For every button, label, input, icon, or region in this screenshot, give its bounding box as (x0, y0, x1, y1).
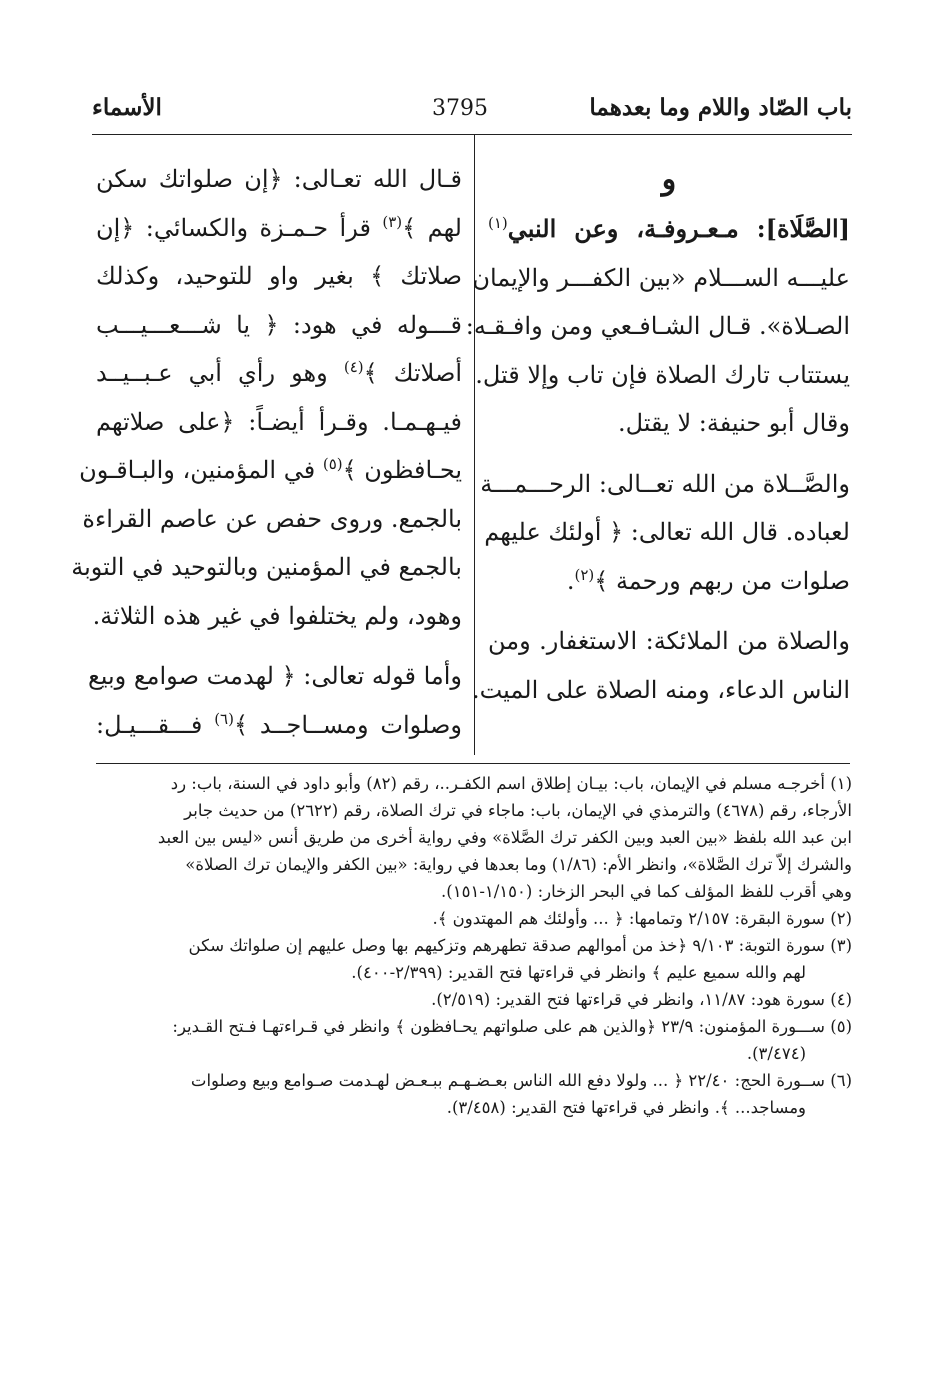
text-line: لعباده. قال الله تعالى: ﴿ أولئك عليهم (484, 518, 850, 546)
footnote-ref: (٦) (214, 709, 234, 728)
text-line: وأما قوله تعالى: ﴿ لهدمت صوامع وبيع (87, 662, 462, 690)
paragraph (465, 205, 850, 448)
text-line: أصلاتك ﴾ (363, 359, 462, 387)
page-number: 3795 (432, 96, 488, 121)
footnote-4: (٤) سورة هود: ١١/٨٧، وانظر في قراءتها فتح القدير: (٢/٥١٩). (431, 990, 852, 1009)
footnote-6: (٦) ســورة الحج: ٢٢/٤٠ ﴿ ... ولولا دفع الله الناس بعـضـهـم ببـعـض لهـدمت صـوامع وبيع وصلوات ومساجد... ﴾. وانظر في قراءتها فتح القدير: (٣/٤٥٨). (190, 1071, 852, 1117)
left-column (71, 155, 462, 761)
text-line: وقال أبو حنيفة: لا يقتل. (617, 409, 850, 437)
text-line: صلوات من ربهم ورحمة ﴾ (594, 566, 850, 595)
paragraph (71, 155, 462, 640)
text-line: وصلوات ومســاجــد ﴾ (233, 710, 462, 739)
footnote-divider (96, 763, 850, 764)
text-line: يستتاب تارك الصلاة فإن تاب وإلا قتل. (475, 360, 850, 389)
chapter-title: باب الصّاد واللام وما بعدهما (589, 94, 852, 121)
paragraph: والصَّــلاة من الله تعــالى: الرحـــمـــة لعباده. قال الله تعالى: ﴿ أولئك عليهم صلوات من ربهم ورحمة ﴾$^{(٢)}$. (488, 460, 850, 606)
text-line: قـال الله تعـالى: ﴿إن صلواتك سكن (96, 165, 462, 193)
footnote-2: (٢) سورة البقرة: ٢/١٥٧ وتمامها: ﴿ ... وأولئك هم المهتدون ﴾. (432, 909, 852, 928)
text-line: بالجمع. وروى حفص عن عاصم القراءة (82, 504, 462, 533)
text-line: قـــوله في هود: ﴿ يا شـــعـــيـــب (96, 310, 462, 339)
text-line: والصَّــلاة من الله تعــالى: الرحـــمـــة (480, 469, 850, 498)
footnote-ref: (٤) (343, 358, 364, 376)
text-line: فـــقـــيـل: (96, 710, 203, 739)
text-line: يحـافظون ﴾ (342, 456, 462, 484)
footnote-ref: (٢) (574, 565, 595, 584)
text-line: والصلاة من الملائكة: الاستغفار. ومن (488, 627, 850, 655)
footnote-1: (١) أخرجـه مسلم في الإيمان، باب: بيـان إطلاق اسم الكفـر..، رقم (٨٢) وأبو داود في السنة، باب: رد الأرجاء، رقم (٤٦٧٨) والترمذي في الإيمان، باب: ماجاء في ترك الصلاة، رقم (٢٦٢٢) من حديث جابر ابن عبد الله بلفظ «بين العبد وبين الكفر ترك الصَّلاة» وفي رواية أخرى من طريق أنس «ليس بين العبد والشرك إلاّ ترك الصَّلاة»، وانظر الأم: (١/٨٦) وما بعدها في رواية: «بين الكفر والإيمان ترك الصلاة» وهي أقرب للفظ المؤلف كما في البحر الزخار: (١/١٥٠-١٥١). (157, 774, 852, 901)
text-line: الصـلاة». قـال الشـافـعي ومن وافـقـه: (465, 312, 850, 340)
text-line: عليـــه الســـلام «بين الكفـــر والإيمان (472, 263, 850, 292)
text-line: في المؤمنين، والبـاقـون (79, 456, 316, 484)
footnotes (96, 770, 852, 1121)
text-line: صلاتك ﴾ بغير واو للتوحيد، وكذلك (96, 262, 462, 290)
text-line: وهو رأي أبي عـبــيــد (96, 359, 328, 387)
section-title: الأسماء (92, 94, 162, 121)
paragraph (87, 652, 462, 749)
text-line: وهود، ولم يختلفوا في غير هذه الثلاثة. (92, 601, 462, 630)
page-header (92, 90, 852, 135)
letter-heading: و (661, 162, 677, 197)
text-line: لهم ﴾ (402, 213, 462, 242)
text-line: قرأ حـمـزة والكسائي: ﴿إن (96, 213, 371, 242)
footnote-ref: (١) (488, 214, 508, 232)
text-line: فيـهـمـا. وقـرأ أيضـاً: ﴿على صلاتهم (96, 407, 462, 436)
footnote-ref: (٣) (382, 212, 403, 231)
footnote-ref: (٥) (322, 455, 343, 473)
paragraph (471, 617, 850, 714)
text-line: الناس الدعاء، ومنه الصلاة على الميت. (471, 675, 850, 704)
text-line: بالجمع في المؤمنين وبالتوحيد في التوبة (71, 553, 462, 581)
right-column (465, 155, 850, 726)
footnote-3: (٣) سورة التوبة: ٩/١٠٣ ﴿خذ من أموالهم صدقة تطهرهم وتزكيهم بها وصل عليهم إن صلواتك سكن لهم والله سميع عليم ﴾ وانظر في قراءتها فتح القدير: (٢/٣٩٩-٤٠٠). (188, 936, 852, 982)
text-line: [الصَّلَاة]: مـعـروفـة، وعن النبي (507, 214, 850, 243)
footnote-5: (٥) ســـورة المؤمنون: ٢٣/٩ ﴿والذين هم على صلواتهم يحـافظون ﴾ وانظر في قـراءتهـا فـتح القـدير: (٣/٤٧٤). (172, 1017, 852, 1063)
column-divider (474, 135, 475, 755)
